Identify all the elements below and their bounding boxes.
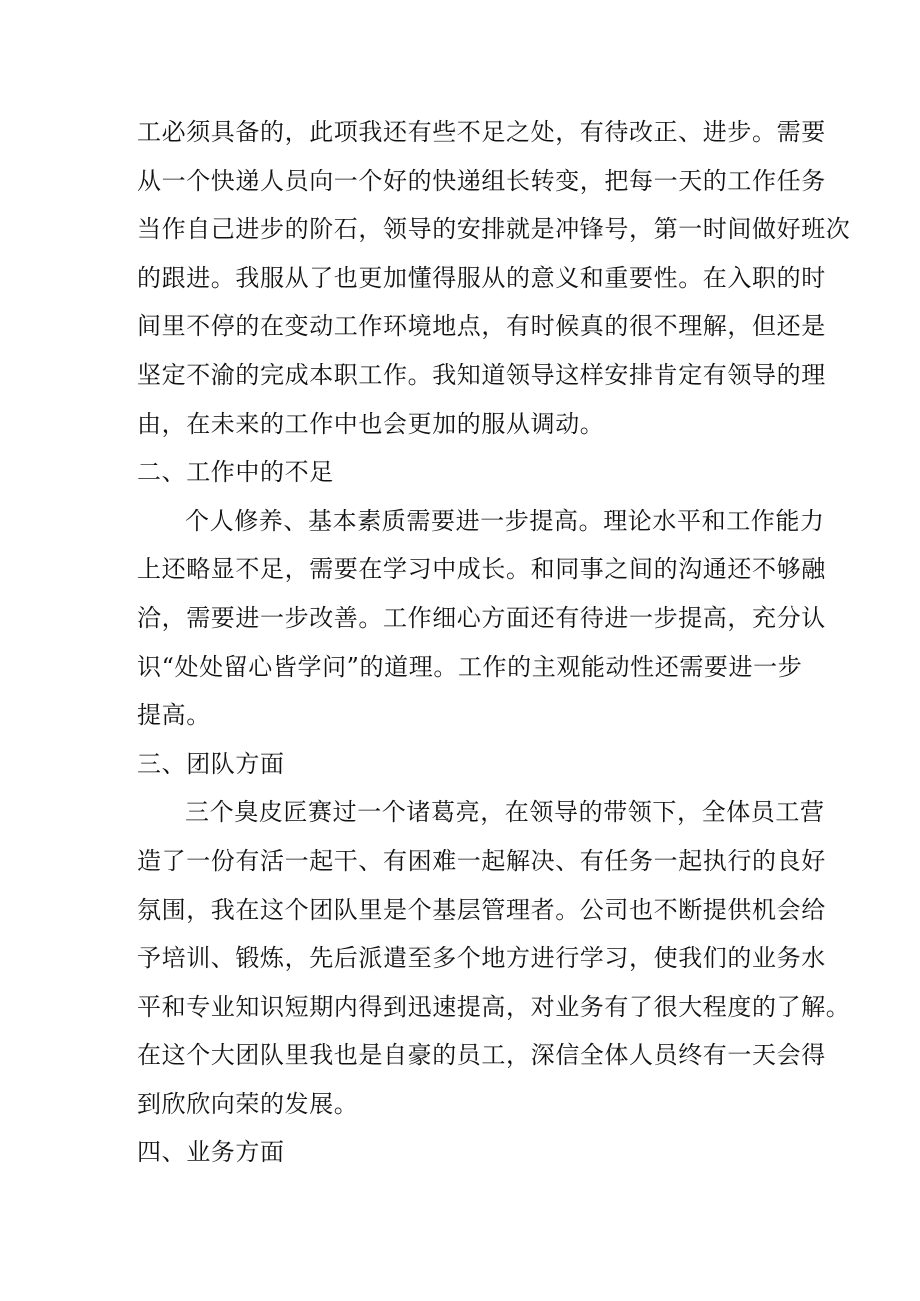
paragraph-line: 三个臭皮匠赛过一个诸葛亮，在领导的带领下，全体员工营: [185, 798, 825, 827]
paragraph-line: 的跟进。我服从了也更加懂得服从的意义和重要性。在入职的时: [137, 263, 826, 292]
paragraph-line: 上还略显不足，需要在学习中成长。和同事之间的沟通还不够融: [137, 555, 826, 584]
paragraph-line: 造了一份有活一起干、有困难一起解决、有任务一起执行的良好: [137, 846, 826, 875]
paragraph-line: 当作自己进步的阶石，领导的安排就是冲锋号，第一时间做好班次: [137, 215, 851, 244]
paragraph-line: 识“处处留心皆学问”的道理。工作的主观能动性还需要进一步: [137, 652, 803, 681]
paragraph-line: 由，在未来的工作中也会更加的服从调动。: [137, 409, 605, 438]
paragraph-line: 坚定不渝的完成本职工作。我知道领导这样安排肯定有领导的理: [137, 360, 826, 389]
paragraph-line: 提高。: [137, 701, 211, 730]
paragraph-line: 从一个快递人员向一个好的快递组长转变，把每一天的工作任务: [137, 166, 826, 195]
paragraph-line: 平和专业知识短期内得到迅速提高，对业务有了很大程度的了解。: [137, 992, 851, 1021]
paragraph-line: 在这个大团队里我也是自豪的员工，深信全体人员终有一天会得: [137, 1041, 826, 1070]
paragraph-line: 到欣欣向荣的发展。: [137, 1089, 359, 1118]
section-heading: 三、团队方面: [137, 749, 285, 778]
paragraph-line: 予培训、锻炼，先后派遣至多个地方进行学习，使我们的业务水: [137, 944, 826, 973]
paragraph-line: 个人修养、基本素质需要进一步提高。理论水平和工作能力: [185, 506, 825, 535]
paragraph-line: 工必须具备的，此项我还有些不足之处，有待改正、进步。需要: [137, 118, 826, 146]
section-heading: 二、工作中的不足: [137, 458, 334, 487]
paragraph-line: 间里不停的在变动工作环境地点，有时候真的很不理解，但还是: [137, 312, 826, 341]
paragraph-line: 氛围，我在这个团队里是个基层管理者。公司也不断提供机会给: [137, 895, 826, 924]
document-body: [137, 108, 851, 1177]
section-heading: 四、业务方面: [137, 1138, 285, 1167]
paragraph-line: 洽，需要进一步改善。工作细心方面还有待进一步提高，充分认: [137, 603, 826, 632]
